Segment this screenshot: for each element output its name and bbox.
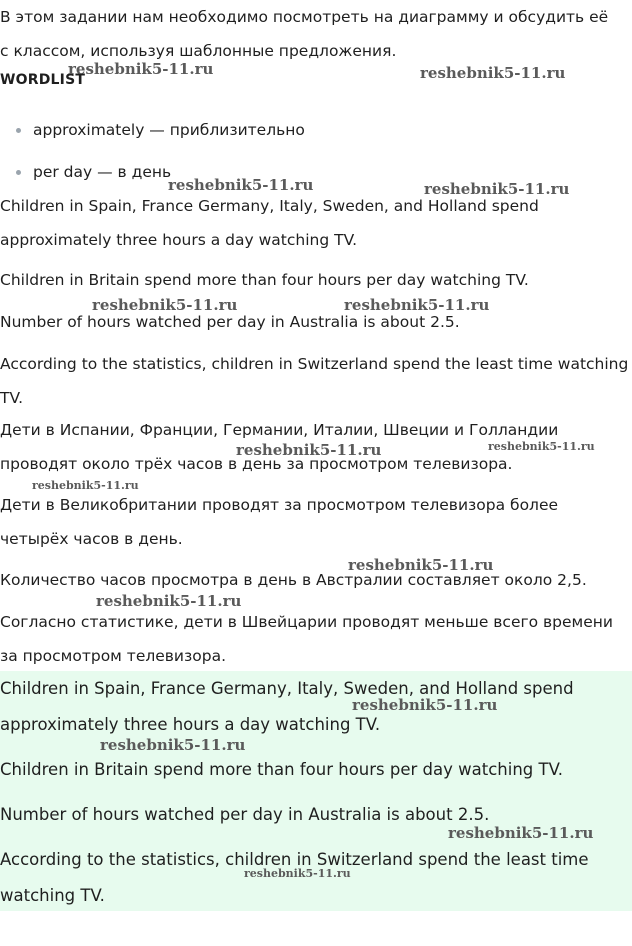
highlight-sentence-3: Number of hours watched per day in Australia is about 2.5. — [0, 805, 490, 824]
english-sentence-1: Children in Spain, France Germany, Italy, Sweden, and Holland spend approximately three hours a day watching TV. — [0, 197, 539, 249]
russian-sentence-4: Согласно статистике, дети в Швейцарии проводят меньше всего времени за просмотром телевизора. — [0, 613, 613, 665]
watermark: reshebnik5-11.ru — [448, 824, 594, 842]
watermark: reshebnik5-11.ru — [352, 696, 498, 714]
english-sentence-2: Children in Britain spend more than four hours per day watching TV. — [0, 271, 529, 289]
wordlist-item-text: per day — в день — [33, 163, 172, 181]
watermark: reshebnik5-11.ru — [488, 440, 595, 453]
english-sentence-4: According to the statistics, children in Switzerland spend the least time watching TV. — [0, 355, 629, 407]
watermark: reshebnik5-11.ru — [344, 296, 490, 314]
watermark: reshebnik5-11.ru — [348, 556, 494, 574]
highlight-sentence-4: According to the statistics, children in Switzerland spend the least time watching TV. — [0, 850, 589, 905]
wordlist-item-text: approximately — приблизительно — [33, 121, 305, 139]
wordlist-heading: WORDLIST — [0, 72, 86, 88]
watermark: reshebnik5-11.ru — [420, 64, 566, 82]
watermark: reshebnik5-11.ru — [236, 441, 382, 459]
wordlist-item — [16, 121, 305, 139]
wordlist-item — [16, 163, 171, 181]
highlight-sentence-2: Children in Britain spend more than four hours per day watching TV. — [0, 760, 563, 779]
russian-sentence-1: Дети в Испании, Франции, Германии, Италии, Швеции и Голландии проводят около трёх часов в день за просмотром телевизора. — [0, 421, 559, 473]
watermark: reshebnik5-11.ru — [96, 592, 242, 610]
intro-text: В этом задании нам необходимо посмотреть на диаграмму и обсудить её с классом, используя шаблонные предложения. — [0, 8, 609, 60]
watermark: reshebnik5-11.ru — [92, 296, 238, 314]
bullet-icon — [16, 128, 21, 133]
watermark: reshebnik5-11.ru — [244, 867, 351, 880]
russian-sentence-3: Количество часов просмотра в день в Австралии составляет около 2,5. — [0, 571, 587, 589]
watermark: reshebnik5-11.ru — [32, 479, 139, 492]
watermark: reshebnik5-11.ru — [100, 736, 246, 754]
english-sentence-3: Number of hours watched per day in Australia is about 2.5. — [0, 313, 460, 331]
russian-sentence-2: Дети в Великобритании проводят за просмотром телевизора более четырёх часов в день. — [0, 496, 559, 548]
watermark: reshebnik5-11.ru — [168, 176, 314, 194]
watermark: reshebnik5-11.ru — [68, 60, 214, 78]
bullet-icon — [16, 170, 21, 175]
highlight-sentence-1: Children in Spain, France Germany, Italy, Sweden, and Holland spend approximately three hours a day watching TV. — [0, 679, 574, 734]
watermark: reshebnik5-11.ru — [424, 180, 570, 198]
